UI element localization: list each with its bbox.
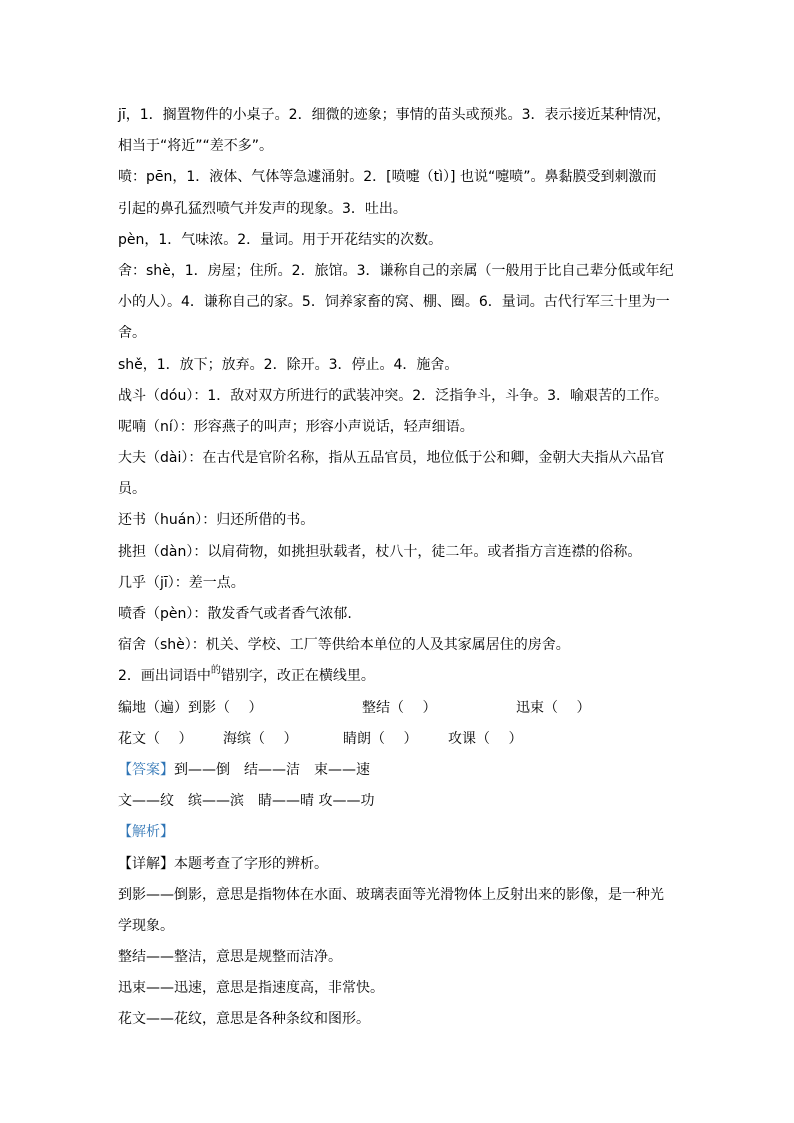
word-item: 迅束（ ） xyxy=(516,699,591,716)
analysis-section xyxy=(118,817,678,1035)
definition-line: 战斗（dóu）：1．敌对双方所进行的武装冲突。2．泛指争斗，斗争。3．喻艰苦的工作。 xyxy=(118,387,669,404)
definition-line: 挑担（dàn）：以肩荷物，如挑担驮载者，杖八十，徒二年。或者指方言连襟的俗称。 xyxy=(118,543,642,560)
word-item: 整结（ ） xyxy=(362,699,437,716)
definition-line: 还书（huán）：归还所借的书。 xyxy=(118,512,315,529)
word-row-2 xyxy=(118,724,678,755)
analysis-line: 到影——倒影，意思是指物体在水面、玻璃表面等光滑物体上反射出来的影像，是一种光 xyxy=(118,886,664,903)
word-item: 睛朗（ ） xyxy=(343,730,418,747)
definition-line: 喷香（pèn）：散发香气或者香气浓郁. xyxy=(118,606,352,622)
word-item: 海缤（ ） xyxy=(223,730,298,747)
analysis-line: 花文——花纹，意思是各种条纹和图形。 xyxy=(118,1011,370,1028)
answer-section xyxy=(118,755,678,817)
word-row-1 xyxy=(118,693,678,724)
analysis-line: 整结——整洁，意思是规整而洁净。 xyxy=(118,949,342,966)
definition-line: 喷：pēn，1．液体、气体等急遽涌射。2．[喷嚏（tì）] 也说“嚏喷”。鼻黏膜受到刺激而 xyxy=(118,169,657,186)
definition-line: pèn，1．气味浓。2．量词。用于开花结实的次数。 xyxy=(118,231,443,248)
definition-line: 舍：shè，1．房屋；住所。2．旅馆。3．谦称自己的亲属（一般用于比自己辈分低或年纪 xyxy=(118,262,674,279)
question-prefix: 2．画出词语中 xyxy=(118,668,211,685)
answer-label: 【答案】 xyxy=(118,761,174,778)
definition-line: 舍。 xyxy=(118,325,146,342)
analysis-line: 学现象。 xyxy=(118,917,174,934)
word-item: 编地（遍） xyxy=(118,699,188,716)
definitions-section xyxy=(118,100,678,661)
definition-line: jī，1．搁置物件的小桌子。2．细微的迹象；事情的苗头或预兆。3．表示接近某种情况， xyxy=(118,107,671,123)
question-suffix: 错别字，改正在横线里。 xyxy=(220,668,375,685)
analysis-line: 迅束——迅速，意思是指速度高，非常快。 xyxy=(118,980,384,997)
definition-line: 员。 xyxy=(118,481,146,498)
answer-line-2: 文——纹 缤——滨 睛——晴 攻——功 xyxy=(118,793,375,810)
word-item: 花文（ ） xyxy=(118,730,193,747)
word-item: 到影（ ） xyxy=(188,699,263,716)
question-prompt xyxy=(118,661,678,692)
answer-text: 到——倒 结——洁 束——速 xyxy=(174,761,370,778)
definition-line: 几乎（jī）：差一点。 xyxy=(118,574,245,591)
detail-label: 【详解】 xyxy=(118,855,174,872)
definition-line: 相当于“将近”“差不多”。 xyxy=(118,138,274,155)
definition-line: 宿舍（shè）：机关、学校、工厂等供给本单位的人及其家属居住的房舍。 xyxy=(118,637,570,654)
detail-text: 本题考查了字形的辨析。 xyxy=(174,855,328,872)
word-item: 攻课（ ） xyxy=(448,730,523,747)
answer-line-1 xyxy=(118,755,678,786)
analysis-detail xyxy=(118,849,678,880)
analysis-label: 【解析】 xyxy=(118,824,174,841)
question-section xyxy=(118,661,678,755)
definition-line: 大夫（dài）：在古代是官阶名称，指从五品官员，地位低于公和卿，金朝大夫指从六品官 xyxy=(118,450,665,467)
definition-line: 小的人）。4．谦称自己的家。5．饲养家畜的窝、棚、圈。6．量词。古代行军三十里为一 xyxy=(118,294,670,311)
question-raised-char: 的 xyxy=(210,665,221,677)
document-page xyxy=(118,100,678,1036)
definition-line: shě，1．放下；放弃。2．除开。3．停止。4．施舍。 xyxy=(118,356,459,373)
definition-line: 呢喃（ní）：形容燕子的叫声；形容小声说话，轻声细语。 xyxy=(118,418,474,435)
definition-line: 引起的鼻孔猛烈喷气并发声的现象。3．吐出。 xyxy=(118,200,407,217)
